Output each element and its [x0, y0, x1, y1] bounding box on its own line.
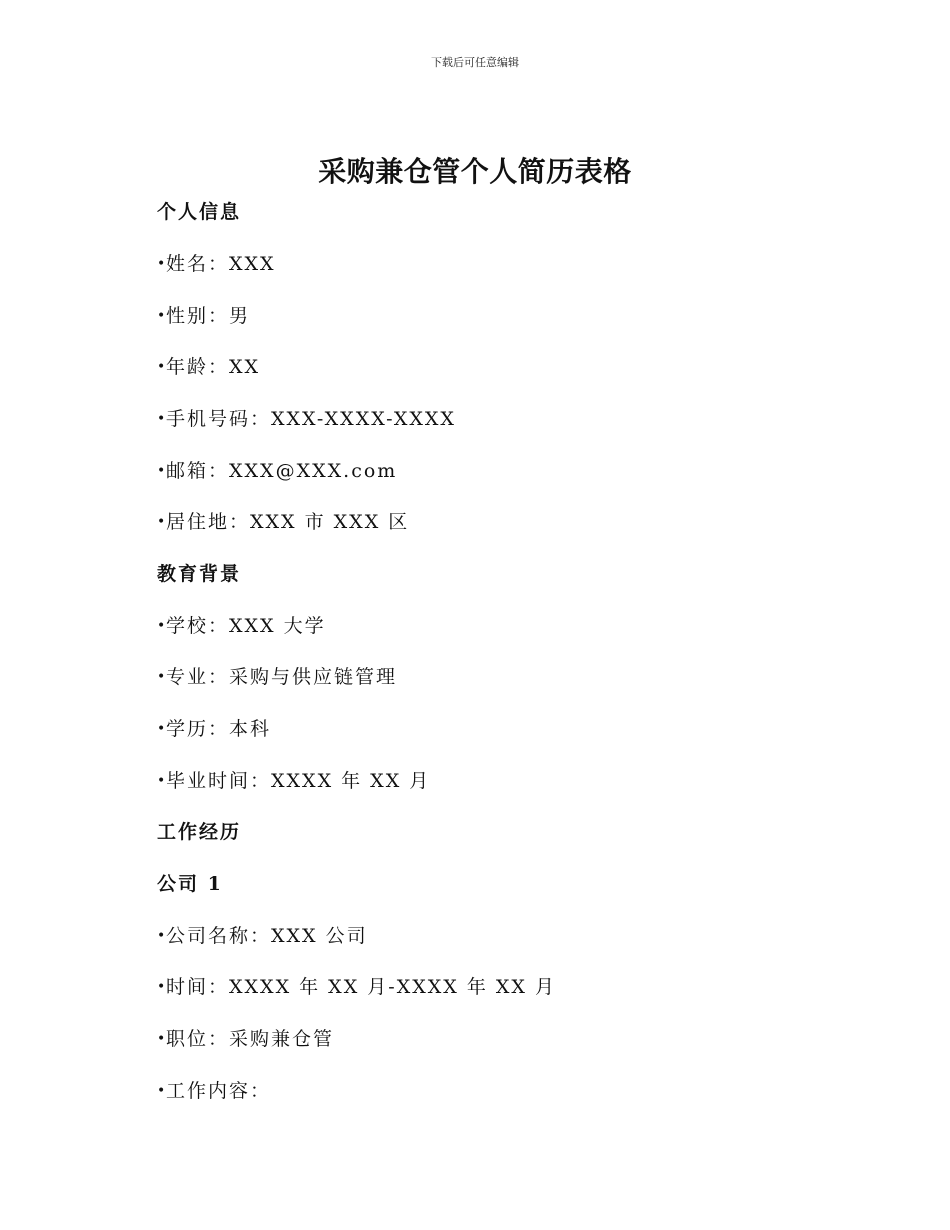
section-heading-personal: 个人信息 — [157, 201, 242, 223]
header-note: 下载后可任意编辑 — [431, 56, 519, 69]
list-item-text: 性别：男 — [166, 305, 251, 327]
list-item-gender — [157, 301, 857, 328]
list-item-major — [157, 662, 857, 689]
bullet-icon: • — [157, 411, 166, 427]
list-item-graduation — [157, 766, 857, 793]
bullet-icon: • — [157, 359, 166, 375]
bullet-icon: • — [157, 514, 166, 530]
list-item-text: 邮箱：XXX@XXX.com — [166, 460, 398, 482]
list-item-duties — [157, 1076, 857, 1103]
list-item-text: 手机号码：XXX-XXXX-XXXX — [166, 408, 456, 430]
list-item-text: 年龄：XX — [166, 356, 261, 378]
list-item-text: 学历：本科 — [166, 718, 272, 740]
section-heading-work: 工作经历 — [157, 821, 242, 843]
company-heading: 公司 1 — [157, 873, 223, 895]
bullet-icon: • — [157, 463, 166, 479]
list-item-name — [157, 249, 857, 276]
list-item-text: 工作内容： — [166, 1080, 272, 1102]
bullet-icon: • — [157, 1031, 166, 1047]
list-item-email — [157, 456, 857, 483]
bullet-icon: • — [157, 308, 166, 324]
list-item-position — [157, 1024, 857, 1051]
bullet-icon: • — [157, 721, 166, 737]
bullet-icon: • — [157, 669, 166, 685]
list-item-text: 专业：采购与供应链管理 — [166, 666, 398, 688]
list-item-phone — [157, 404, 857, 431]
bullet-icon: • — [157, 773, 166, 789]
list-item-text: 时间：XXXX 年 XX 月-XXXX 年 XX 月 — [166, 976, 556, 998]
section-heading-education: 教育背景 — [157, 563, 242, 585]
list-item-residence — [157, 507, 857, 534]
list-item-text: 毕业时间：XXXX 年 XX 月 — [166, 770, 431, 792]
list-item-company-name — [157, 921, 857, 948]
list-item-text: 姓名：XXX — [166, 253, 276, 275]
list-item-age — [157, 352, 857, 379]
list-item-text: 公司名称：XXX 公司 — [166, 925, 368, 947]
page-title: 采购兼仓管个人简历表格 — [318, 155, 632, 188]
list-item-text: 职位：采购兼仓管 — [166, 1028, 335, 1050]
bullet-icon: • — [157, 928, 166, 944]
list-item-degree — [157, 714, 857, 741]
bullet-icon: • — [157, 618, 166, 634]
bullet-icon: • — [157, 979, 166, 995]
list-item-period — [157, 972, 857, 999]
list-item-school — [157, 611, 857, 638]
bullet-icon: • — [157, 256, 166, 272]
bullet-icon: • — [157, 1083, 166, 1099]
list-item-text: 居住地：XXX 市 XXX 区 — [166, 511, 410, 533]
list-item-text: 学校：XXX 大学 — [166, 615, 326, 637]
